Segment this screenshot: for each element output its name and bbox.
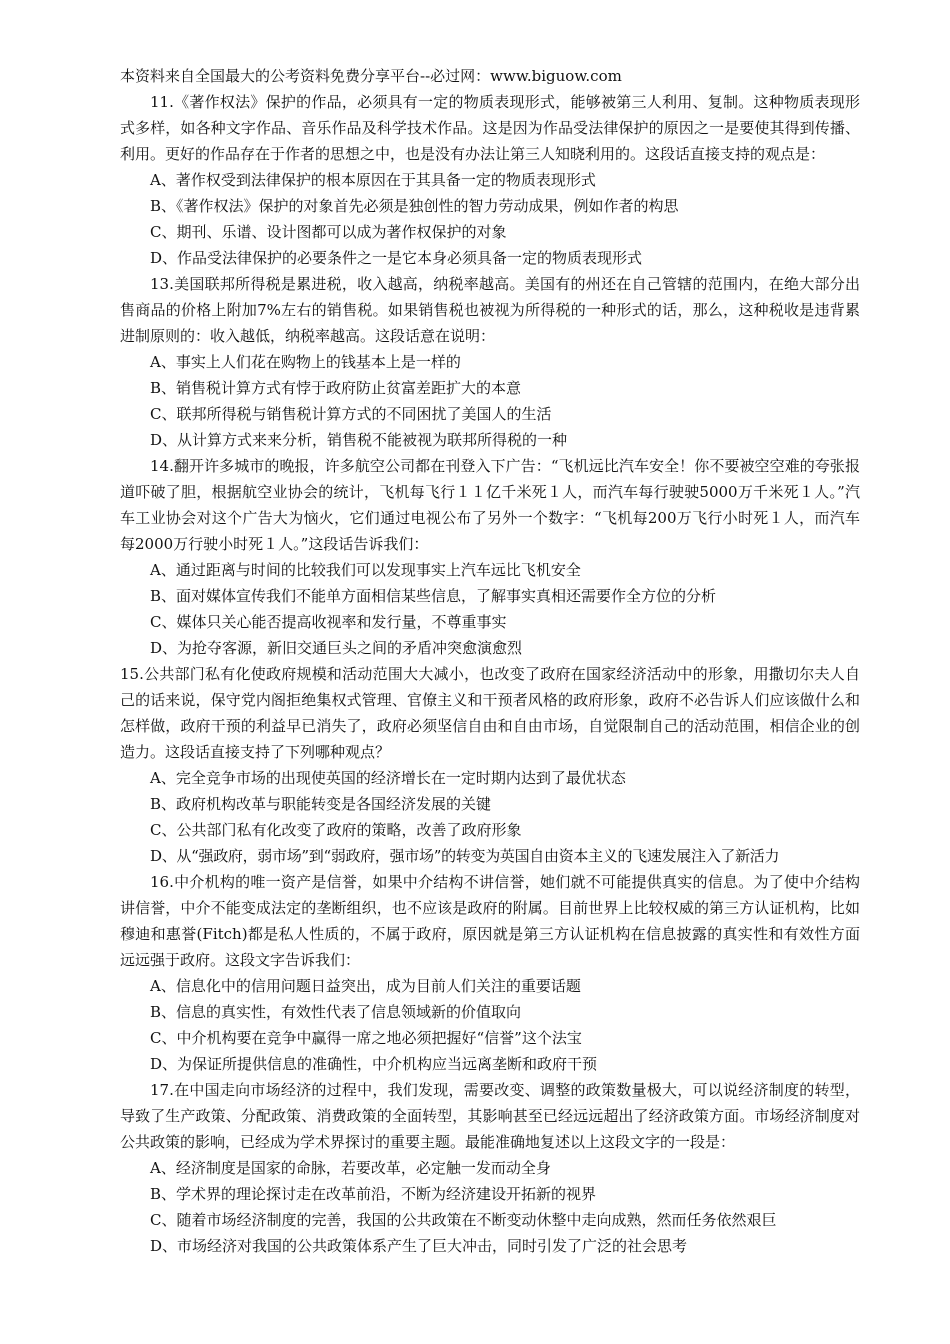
question-stem: 17.在中国走向市场经济的过程中，我们发现，需要改变、调整的政策数量极大，可以说经济制度的转型，导致了生产政策、分配政策、消费政策的全面转型，其影响甚至已经远远超出了经济政策方面。市场经济制度对公共政策的影响，已经成为学术界探讨的重要主题。最能准确地复述以上这段文字的一段是： xyxy=(120,1081,860,1151)
option-c: C、随着市场经济制度的完善，我国的公共政策在不断变动休整中走向成熟，然而任务依然艰巨 xyxy=(150,1211,777,1229)
option-b: B、销售税计算方式有悖于政府防止贫富差距扩大的本意 xyxy=(150,379,522,397)
question-stem: 13.美国联邦所得税是累进税，收入越高，纳税率越高。美国有的州还在自己管辖的范围内，在绝大部分出售商品的价格上附加7%左右的销售税。如果销售税也被视为所得税的一种形式的话，那么，这种税收是违背累进制原则的：收入越低，纳税率越高。这段话意在说明： xyxy=(120,275,860,345)
question-13 xyxy=(120,271,860,453)
question-stem: 11.《著作权法》保护的作品，必须具有一定的物质表现形式，能够被第三人利用、复制。这种物质表现形式多样，如各种文字作品、音乐作品及科学技术作品。这是因为作品受法律保护的原因之一是要使其得到传播、利用。更好的作品存在于作者的思想之中，也是没有办法让第三人知晓利用的。这段话直接支持的观点是： xyxy=(120,93,860,163)
question-11 xyxy=(120,89,860,271)
option-a: A、经济制度是国家的命脉，若要改革，必定触一发而动全身 xyxy=(150,1159,551,1177)
option-a: A、信息化中的信用问题日益突出，成为目前人们关注的重要话题 xyxy=(150,977,581,995)
option-d: D、作品受法律保护的必要条件之一是它本身必须具备一定的物质表现形式 xyxy=(150,249,643,267)
option-b: B、《著作权法》保护的对象首先必须是独创性的智力劳动成果，例如作者的构思 xyxy=(150,197,679,215)
option-b: B、政府机构改革与职能转变是各国经济发展的关键 xyxy=(150,795,492,813)
option-c: C、媒体只关心能否提高收视率和发行量，不尊重事实 xyxy=(150,613,507,631)
option-b: B、信息的真实性，有效性代表了信息领域新的价值取向 xyxy=(150,1003,522,1021)
option-b: B、学术界的理论探讨走在改革前沿，不断为经济建设开拓新的视界 xyxy=(150,1185,597,1203)
question-stem: 14.翻开许多城市的晚报，许多航空公司都在刊登入下广告：“飞机远比汽车安全！你不要被空空难的夸张报道吓破了胆，根据航空业协会的统计，飞机每飞行１１亿千米死１人，而汽车每行驶驶5000万千米死１人。”汽车工业协会对这个广告大为恼火，它们通过电视公布了另外一个数字：“飞机每200万飞行小时死１人，而汽车每2000万行驶小时死１人。”这段话告诉我们： xyxy=(120,457,860,553)
option-d: D、从“强政府，弱市场”到“弱政府，强市场”的转变为英国自由资本主义的飞速发展注入了新活力 xyxy=(150,847,780,865)
option-d: D、为保证所提供信息的准确性，中介机构应当远离垄断和政府干预 xyxy=(150,1055,598,1073)
option-c: C、期刊、乐谱、设计图都可以成为著作权保护的对象 xyxy=(150,223,507,241)
option-a: A、著作权受到法律保护的根本原因在于其具备一定的物质表现形式 xyxy=(150,171,596,189)
source-header: 本资料来自全国最大的公考资料免费分享平台--必过网：www.biguow.com xyxy=(120,67,622,85)
question-14 xyxy=(120,453,860,661)
question-17 xyxy=(120,1077,860,1259)
option-b: B、面对媒体宣传我们不能单方面相信某些信息，了解事实真相还需要作全方位的分析 xyxy=(150,587,717,605)
question-15 xyxy=(120,661,860,869)
option-c: C、公共部门私有化改变了政府的策略，改善了政府形象 xyxy=(150,821,522,839)
option-a: A、事实上人们花在购物上的钱基本上是一样的 xyxy=(150,353,461,371)
option-d: D、从计算方式来来分析，销售税不能被视为联邦所得税的一种 xyxy=(150,431,568,449)
question-16 xyxy=(120,869,860,1077)
option-d: D、市场经济对我国的公共政策体系产生了巨大冲击，同时引发了广泛的社会思考 xyxy=(150,1237,688,1255)
option-a: A、完全竞争市场的出现使英国的经济增长在一定时期内达到了最优状态 xyxy=(150,769,626,787)
option-c: C、联邦所得税与销售税计算方式的不同困扰了美国人的生活 xyxy=(150,405,552,423)
option-a: A、通过距离与时间的比较我们可以发现事实上汽车远比飞机安全 xyxy=(150,561,581,579)
option-c: C、中介机构要在竞争中赢得一席之地必须把握好“信誉”这个法宝 xyxy=(150,1029,582,1047)
option-d: D、为抢夺客源，新旧交通巨头之间的矛盾冲突愈演愈烈 xyxy=(150,639,523,657)
question-stem: 16.中介机构的唯一资产是信誉，如果中介结构不讲信誉，她们就不可能提供真实的信息。为了使中介结构讲信誉，中介不能变成法定的垄断组织，也不应该是政府的附属。目前世界上比较权威的第三方认证机构，比如穆迪和惠誉(Fitch)都是私人性质的，不属于政府，原因就是第三方认证机构在信息披露的真实性和有效性方面远远强于政府。这段文字告诉我们： xyxy=(120,873,860,969)
document-page xyxy=(120,64,860,1259)
question-stem: 15.公共部门私有化使政府规模和活动范围大大减小，也改变了政府在国家经济活动中的形象，用撒切尔夫人自己的话来说，保守党内阁拒绝集权式管理、官僚主义和干预者风格的政府形象，政府不必告诉人们应该做什么和怎样做，政府干预的利益早已消失了，政府必须坚信自由和自由市场，自觉限制自己的活动范围，相信企业的创造力。这段话直接支持了下列哪种观点？ xyxy=(120,665,860,761)
